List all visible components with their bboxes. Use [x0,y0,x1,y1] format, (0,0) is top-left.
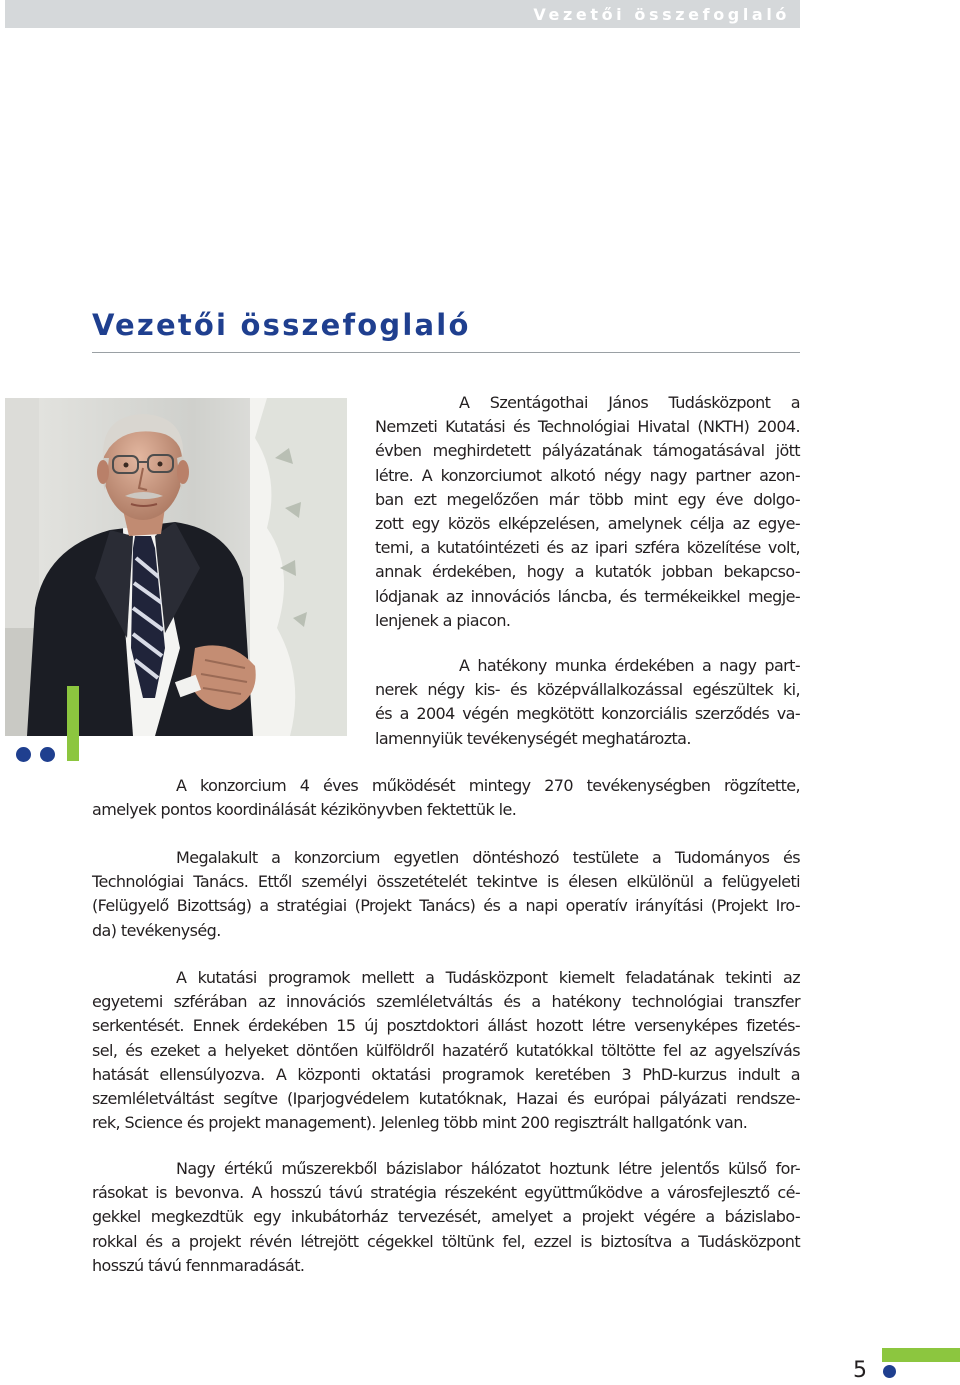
text-line: nerek négy kis- és középvállalkozással egészültek ki, [375,680,800,700]
text-line: és a 2004 végén megkötött konzorciális szerződés va- [375,704,800,724]
text-line: lenjenek a piacon. [375,610,511,630]
text-line: rásokat is bevonva. A hosszú távú stratégia részeként együttműködve a városfejlesztő cé- [92,1183,800,1203]
body-paragraph [92,1157,800,1278]
text-line: rek, Science és projekt management). Jelenleg több mint 200 regisztrált hallgatónk van. [92,1113,748,1133]
title-divider [92,352,800,353]
text-line: hatását ellensúlyozva. A központi oktatási programok keretében 3 PhD-kurzus indult a [92,1064,800,1084]
text-line: lamennyiük tevékenységét meghatározta. [375,728,691,748]
text-line: serkentését. Ennek érdekében 15 új posztdoktori állást hozott létre versenyképes fizetés- [92,1016,800,1036]
portrait-photo [5,398,347,736]
text-line: (Felügyelő Bizottság) a stratégiai (Projekt Tanács) és a napi operatív irányítási (Projekt Iro- [92,896,800,916]
footer-dot-icon [883,1365,896,1378]
text-line: Nagy értékű műszerekből bázislabor hálózatot hoztunk létre jelentős külső for- [176,1159,800,1178]
text-line: Nemzeti Kutatási és Technológiai Hivatal (NKTH) 2004. [375,417,800,437]
text-line: A hatékony munka érdekében a nagy part- [459,656,800,675]
text-line: A konzorcium 4 éves működését mintegy 270 tevékenységben rögzítette, [176,776,800,795]
body-paragraph [92,846,800,943]
intro-paragraph [375,391,800,633]
text-line: annak érdekében, hogy a kutatók jobban bekapcso- [375,562,800,582]
text-line: szemléletváltást segítve (Iparjogvédelem kutatóknak, Hazai és európai pályázati rendsze- [92,1089,800,1109]
running-header-title: Vezetői összefoglaló [533,5,790,24]
page-title: Vezetői összefoglaló [92,308,471,342]
text-line: A kutatási programok mellett a Tudásközpont kiemelt feladatának tekinti az [176,968,800,987]
text-line: lódjanak az innovációs láncba, és termékeikkel megje- [375,586,800,606]
text-line: da) tevékenység. [92,920,221,940]
text-line: rokkal és a projekt révén létrejött cégekkel töltünk fel, ezzel is biztosítva a Tudásközpont [92,1231,800,1251]
body-paragraph [92,774,800,822]
body-paragraph [92,966,800,1135]
page-number: 5 [853,1358,867,1383]
text-line: létre. A konzorciumot alkotó négy nagy partner azon- [375,465,800,485]
decorative-green-bar [67,686,79,761]
consortium-paragraph [375,654,800,751]
text-line: ban ezt megelőzően már több mint egy éve dolgo- [375,489,800,509]
text-line: sel, és ezeket a helyeket döntően külföldről hazatérő kutatókkal töltötte fel az agyelszívás [92,1040,800,1060]
text-line: Technológiai Tanács. Ettől személyi összetételét tekintve is élesen elkülönül a felügyeleti [92,872,800,892]
text-line: gekkel megkezdtük egy inkubátorház tervezését, amelyet a projekt végére a bázislabo- [92,1207,800,1227]
text-line: A Szentágothai János Tudásközpont a [459,393,800,412]
text-line: amelyek pontos koordinálását kézikönyvben fektettük le. [92,800,517,820]
decorative-dot-icon [16,747,31,762]
decorative-dot-icon [40,747,55,762]
text-line: hosszú távú fennmaradását. [92,1255,305,1275]
text-line: zott egy közös elképzelésen, amelynek célja az egye- [375,514,800,534]
running-header [5,0,800,28]
footer-green-bar [882,1348,960,1362]
text-line: Megalakult a konzorcium egyetlen döntéshozó testülete a Tudományos és [176,848,800,867]
text-line: évben meghirdetett pályázatának támogatásával jött [375,441,800,461]
text-line: egyetemi szférában az innovációs szemléletváltás és a hatékony technológiai transzfer [92,992,800,1012]
text-line: temi, a kutatóintézeti és az ipari szféra közelítése volt, [375,538,800,558]
